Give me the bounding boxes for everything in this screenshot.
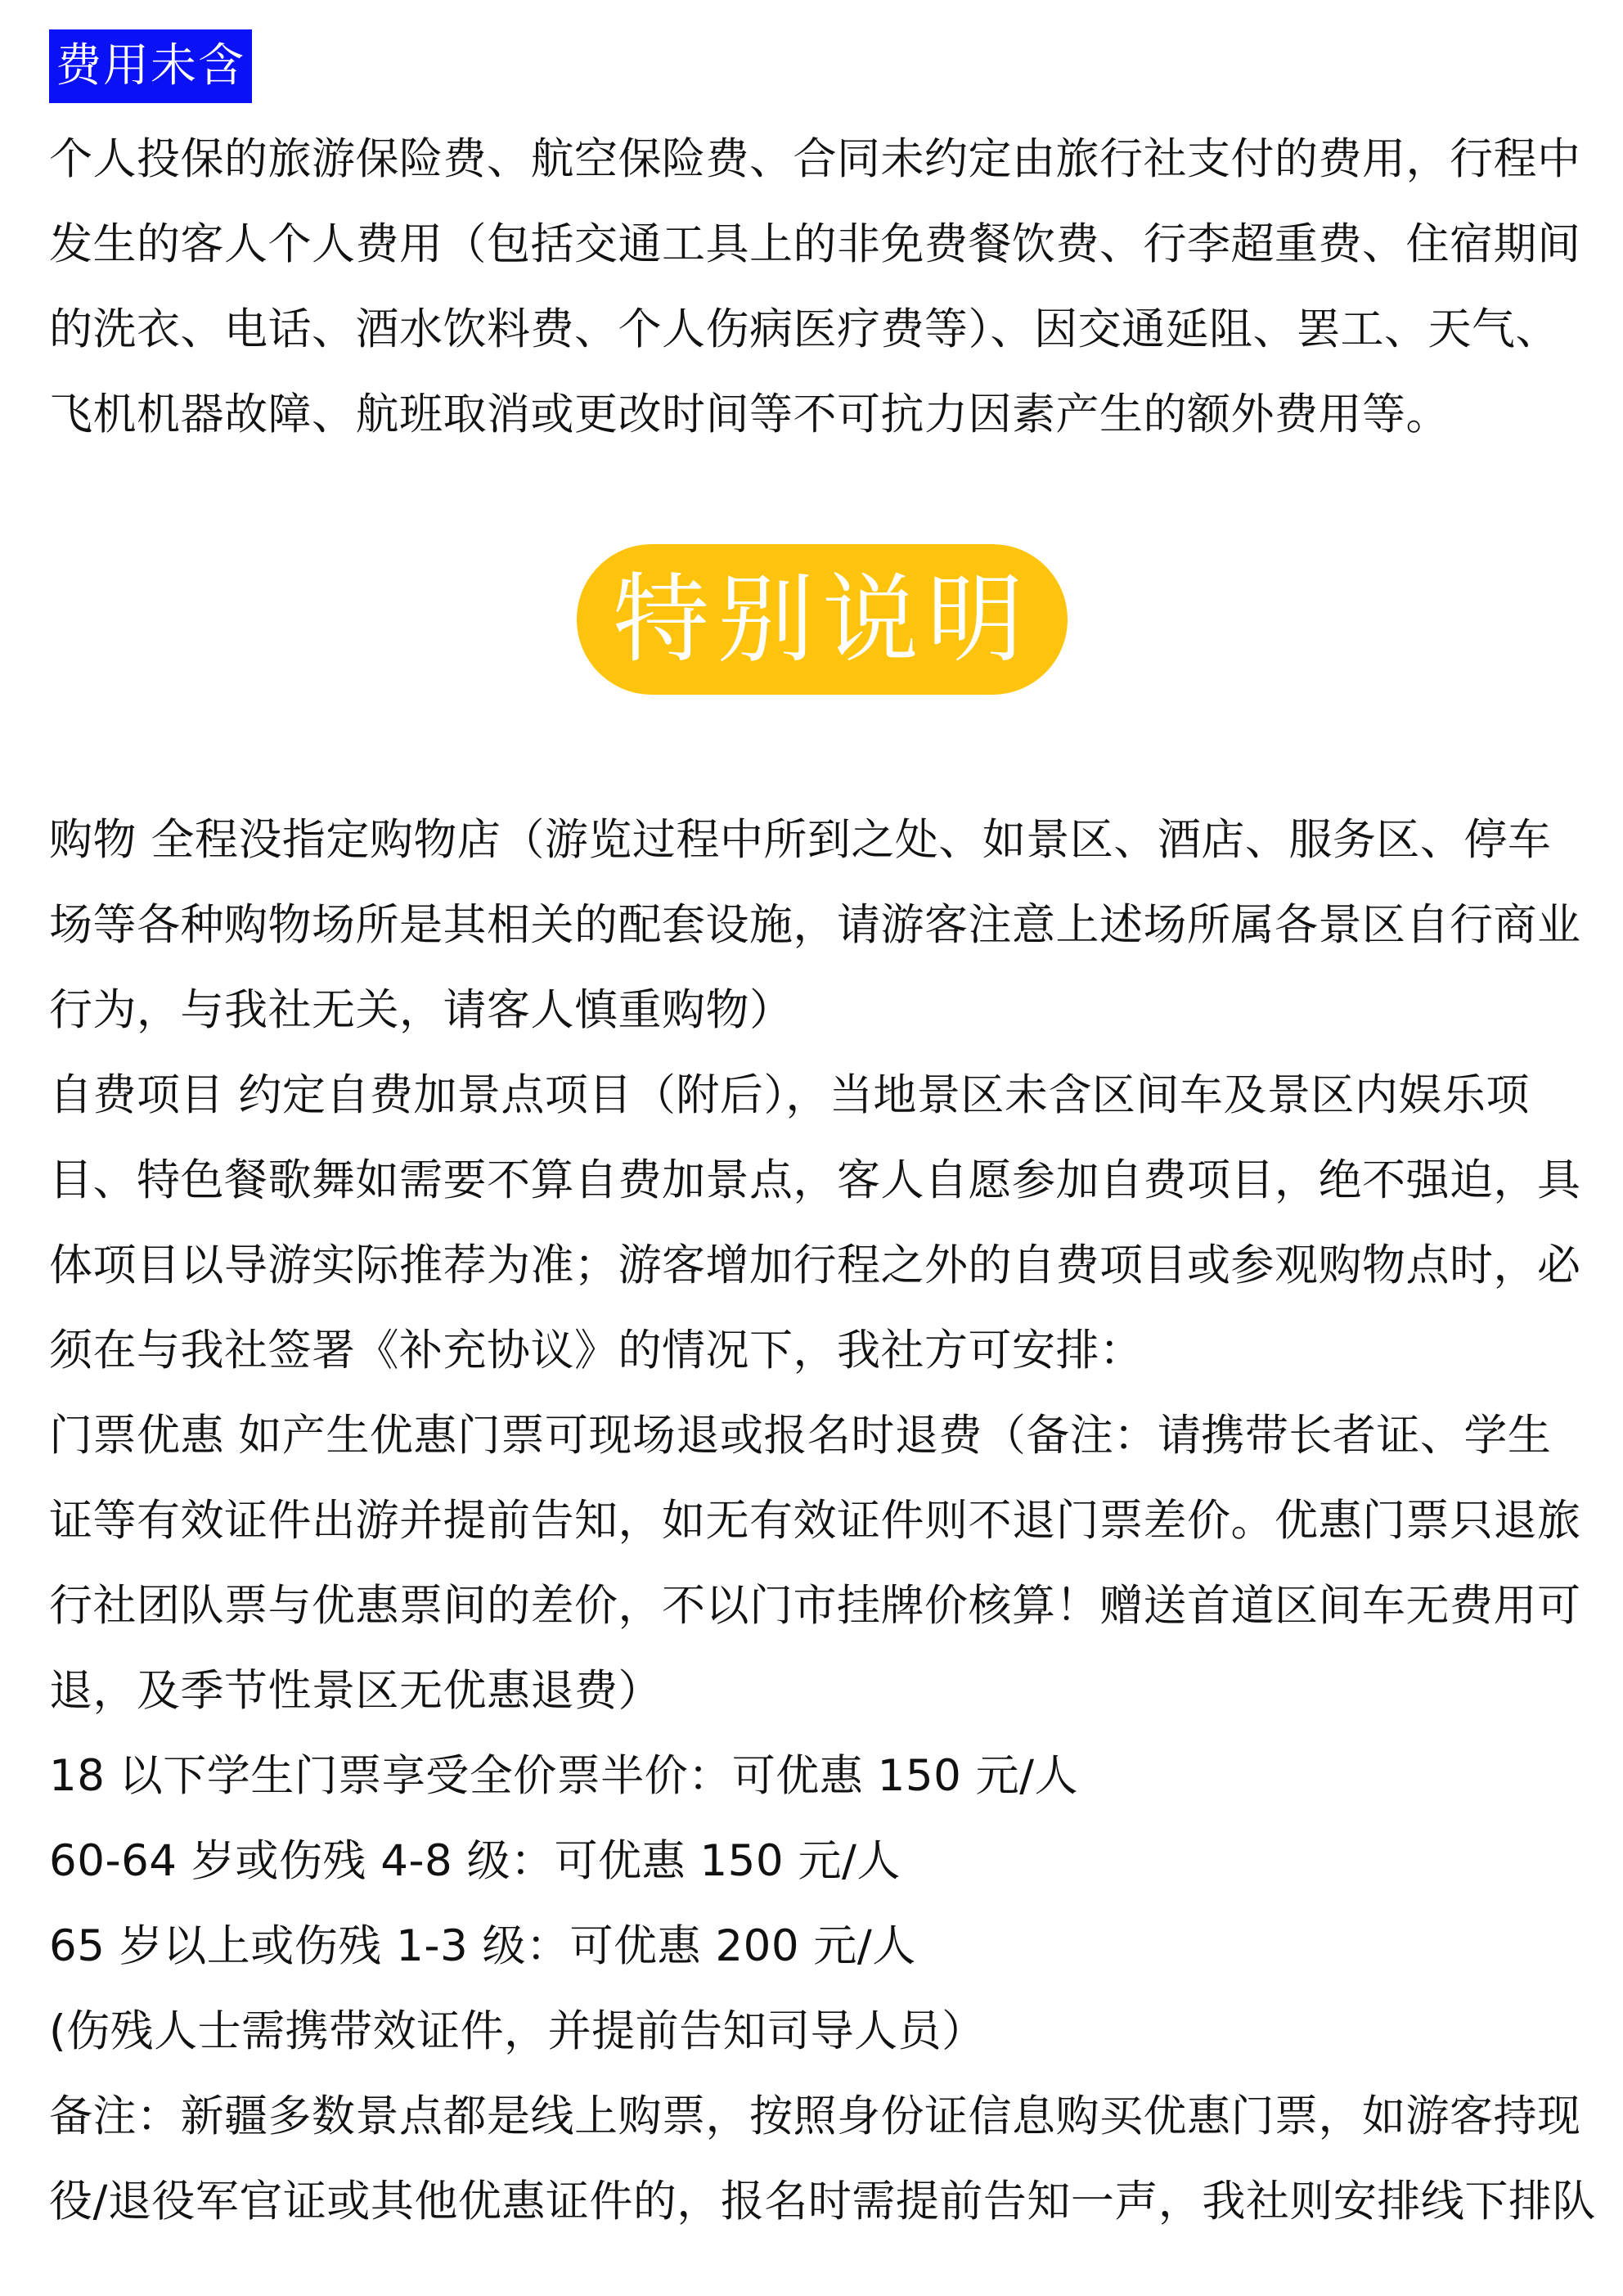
discount-elder-line: 65 岁以上或伤残 1-3 级：可优惠 200 元/人: [49, 1921, 916, 1971]
text-line: 个人投保的旅游保险费、航空保险费、合同未约定由旅行社支付的费用，行程中: [49, 134, 1581, 184]
special-notes-title-badge: [577, 544, 1068, 695]
shopping-note-line: 行为，与我社无关，请客人慎重购物）: [49, 985, 794, 1035]
excluded-costs-paragraph: [49, 117, 1587, 457]
remark-line: 备注：新疆多数景点都是线上购票，按照身份证信息购买优惠门票，如游客持现: [49, 2091, 1581, 2141]
special-notes-title: 特别说明: [612, 563, 1032, 676]
ticket-discount-line: 退，及季节性景区无优惠退费）: [49, 1666, 662, 1716]
optional-items-line: 体项目以导游实际推荐为准；游客增加行程之外的自费项目或参观购物点时，必: [49, 1240, 1581, 1290]
ticket-discount-line: 证等有效证件出游并提前告知，如无有效证件则不退门票差价。优惠门票只退旅: [49, 1496, 1581, 1546]
shopping-note-line: 场等各种购物场所是其相关的配套设施，请游客注意上述场所属各景区自行商业: [49, 900, 1581, 950]
ticket-discount-line: 门票优惠 如产生优惠门票可现场退或报名时退费（备注：请携带长者证、学生: [49, 1411, 1552, 1461]
optional-items-line: 自费项目 约定自费加景点项目（附后），当地景区未含区间车及景区内娱乐项: [49, 1070, 1530, 1120]
shopping-note-line: 购物 全程没指定购物店（游览过程中所到之处、如景区、酒店、服务区、停车: [49, 815, 1552, 865]
ticket-discount-line: 行社团队票与优惠票间的差价，不以门市挂牌价核算！赠送首道区间车无费用可: [49, 1581, 1581, 1631]
excluded-costs-heading: 费用未含: [49, 29, 252, 103]
remark-line: 役/退役军官证或其他优惠证件的，报名时需提前告知一声，我社则安排线下排队: [49, 2177, 1596, 2226]
text-line: 的洗衣、电话、酒水饮料费、个人伤病医疗费等）、因交通延阻、罢工、天气、: [49, 304, 1559, 354]
discount-student-line: 18 以下学生门票享受全价票半价：可优惠 150 元/人: [49, 1751, 1078, 1801]
text-line: 发生的客人个人费用（包括交通工具上的非免费餐饮费、行李超重费、住宿期间: [49, 219, 1581, 269]
special-notes-body: [49, 798, 1596, 2244]
optional-items-line: 目、特色餐歌舞如需要不算自费加景点，客人自愿参加自费项目，绝不强迫，具: [49, 1155, 1581, 1205]
disability-note-line: (伤残人士需携带效证件，并提前告知司导人员）: [49, 2006, 986, 2056]
discount-senior-line: 60-64 岁或伤残 4-8 级：可优惠 150 元/人: [49, 1836, 901, 1886]
optional-items-line: 须在与我社签署《补充协议》的情况下，我社方可安排：: [49, 1326, 1144, 1375]
text-line: 飞机机器故障、航班取消或更改时间等不可抗力因素产生的额外费用等。: [49, 389, 1450, 439]
